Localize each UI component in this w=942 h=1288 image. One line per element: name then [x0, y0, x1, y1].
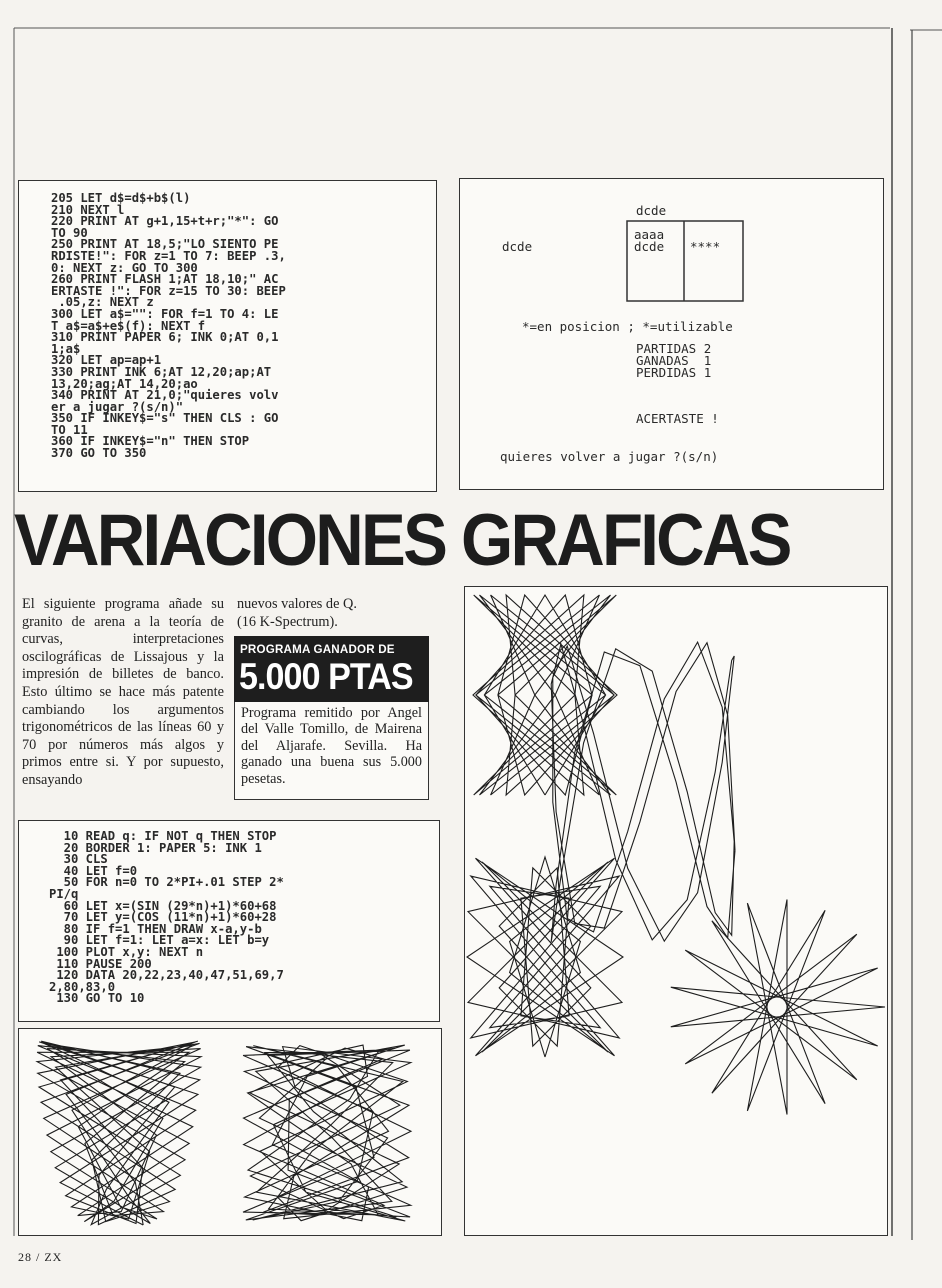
- code-line: ERTASTE !": FOR z=15 TO 30: BEEP: [51, 283, 286, 298]
- code-line: 310 PRINT PAPER 6; INK 0;AT 0,1: [51, 330, 279, 345]
- grid-row-2: dcde: [634, 239, 665, 254]
- arch-figure: [467, 857, 623, 1057]
- code-line: T a$=a$+e$(f): NEXT f: [51, 318, 206, 333]
- grid-row-1: aaaa: [634, 227, 665, 242]
- code-line: 100 PLOT x,y: NEXT n: [49, 944, 204, 959]
- code-line: 2,80,83,0: [49, 979, 116, 994]
- code-line: 220 PRINT AT g+1,15+t+r;"*": GO: [51, 214, 279, 229]
- tulip-figure: [37, 1041, 201, 1225]
- grid-stars: ****: [690, 239, 721, 254]
- code-line: .05,z: NEXT z: [51, 295, 154, 310]
- code-line: 260 PRINT FLASH 1;AT 18,10;" AC: [51, 272, 279, 287]
- top-word: dcde: [636, 203, 667, 218]
- screen-output-box: [459, 178, 884, 490]
- listing-top: [51, 193, 286, 460]
- page-folio: 28 / ZX: [18, 1250, 63, 1264]
- code-line: 30 CLS: [49, 852, 108, 867]
- figure-eight-figure: [551, 642, 735, 942]
- lissajous-figures-large: [465, 587, 889, 1237]
- prize-amount: 5.000 PTAS: [239, 656, 413, 697]
- code-line: 10 READ q: IF NOT q THEN STOP: [49, 829, 277, 843]
- code-line: 370 GO TO 350: [51, 446, 147, 461]
- code-line: 120 DATA 20,22,23,40,47,51,69,7: [49, 968, 284, 983]
- figure-box-right: [464, 586, 888, 1236]
- code-line: 360 IF INKEY$="n" THEN STOP: [51, 434, 250, 449]
- stat-ganadas: GANADAS 1: [636, 353, 712, 368]
- code-line: 1;a$: [51, 341, 81, 356]
- listing-bottom-box: [18, 820, 440, 1022]
- code-line: TO 90: [51, 225, 88, 240]
- code-line: 110 PAUSE 200: [49, 956, 152, 971]
- code-line: TO 11: [51, 422, 88, 437]
- figure-box-bottom: [18, 1028, 442, 1236]
- prompt-text: quieres volver a jugar ?(s/n): [500, 449, 719, 464]
- listing-top-box: [18, 180, 437, 492]
- code-line: 60 LET x=(SIN (29*n)+1)*60+68: [49, 898, 277, 913]
- code-line: PI/q: [49, 886, 79, 901]
- hourglass-figure: [473, 595, 617, 795]
- stat-partidas: PARTIDAS 2: [636, 341, 712, 356]
- code-line: 320 LET ap=ap+1: [51, 353, 162, 368]
- code-line: 130 GO TO 10: [49, 991, 145, 1006]
- code-line: RDISTE!": FOR z=1 TO 7: BEEP .3,: [51, 248, 286, 263]
- legend-text: *=en posicion ; *=utilizable: [522, 319, 733, 334]
- sphere-figure: [243, 1045, 411, 1221]
- body-column-1: El siguiente programa añade su granito de arena a la teoría de curvas, interpretaciones oscilográficas de Lissajous y la impresión de billetes de banco. Esto último se hace más patente cambiando los argumentos trigonométricos de las líneas 60 y 70 por números más algos y primos entre si. Y por supuesto, ensayando: [22, 596, 224, 788]
- prize-label: PROGRAMA GANADOR DE: [240, 643, 395, 656]
- code-line: 80 IF f=1 THEN DRAW x-a,y-b: [49, 921, 262, 936]
- code-line: 40 LET f=0: [49, 863, 138, 878]
- stat-perdidas: PERDIDAS 1: [636, 365, 712, 380]
- prize-badge: [234, 636, 429, 702]
- code-line: 350 IF INKEY$="s" THEN CLS : GO: [51, 411, 279, 426]
- star-burst-figure: [671, 900, 885, 1115]
- code-line: 340 PRINT AT 21,0;"quieres volv: [51, 388, 279, 403]
- code-line: 250 PRINT AT 18,5;"LO SIENTO PE: [51, 237, 279, 252]
- code-line: 210 NEXT l: [51, 202, 125, 217]
- code-line: 50 FOR n=0 TO 2*PI+.01 STEP 2*: [49, 875, 284, 890]
- code-line: 330 PRINT INK 6;AT 12,20;ap;AT: [51, 364, 272, 379]
- code-line: 90 LET f=1: LET a=x: LET b=y: [49, 933, 270, 948]
- code-line: 205 LET d$=d$+b$(l): [51, 191, 191, 205]
- article-headline: VARIACIONES GRAFICAS: [14, 500, 790, 581]
- code-line: 20 BORDER 1: PAPER 5: INK 1: [49, 840, 262, 855]
- body-column-2: nuevos valores de Q. (16 K-Spectrum).: [237, 596, 357, 630]
- lissajous-figures-small: [19, 1029, 443, 1237]
- author-credit: Programa remitido por Angel del Valle Tomillo, de Mairena del Aljarafe. Sevilla. Ha ganado una buena sus 5.000 pesetas.: [234, 702, 429, 800]
- result-text: ACERTASTE !: [636, 411, 719, 426]
- listing-bottom: [49, 831, 284, 1005]
- code-line: 70 LET y=(COS (11*n)+1)*60+28: [49, 910, 277, 925]
- code-line: 13,20;ag;AT 14,20;ao: [51, 376, 198, 391]
- code-line: er a jugar ?(s/n)": [51, 399, 184, 414]
- letter-grid: [460, 179, 885, 491]
- code-line: 300 LET a$="": FOR f=1 TO 4: LE: [51, 306, 279, 321]
- left-word: dcde: [502, 239, 533, 254]
- code-line: 0: NEXT z: GO TO 300: [51, 260, 198, 275]
